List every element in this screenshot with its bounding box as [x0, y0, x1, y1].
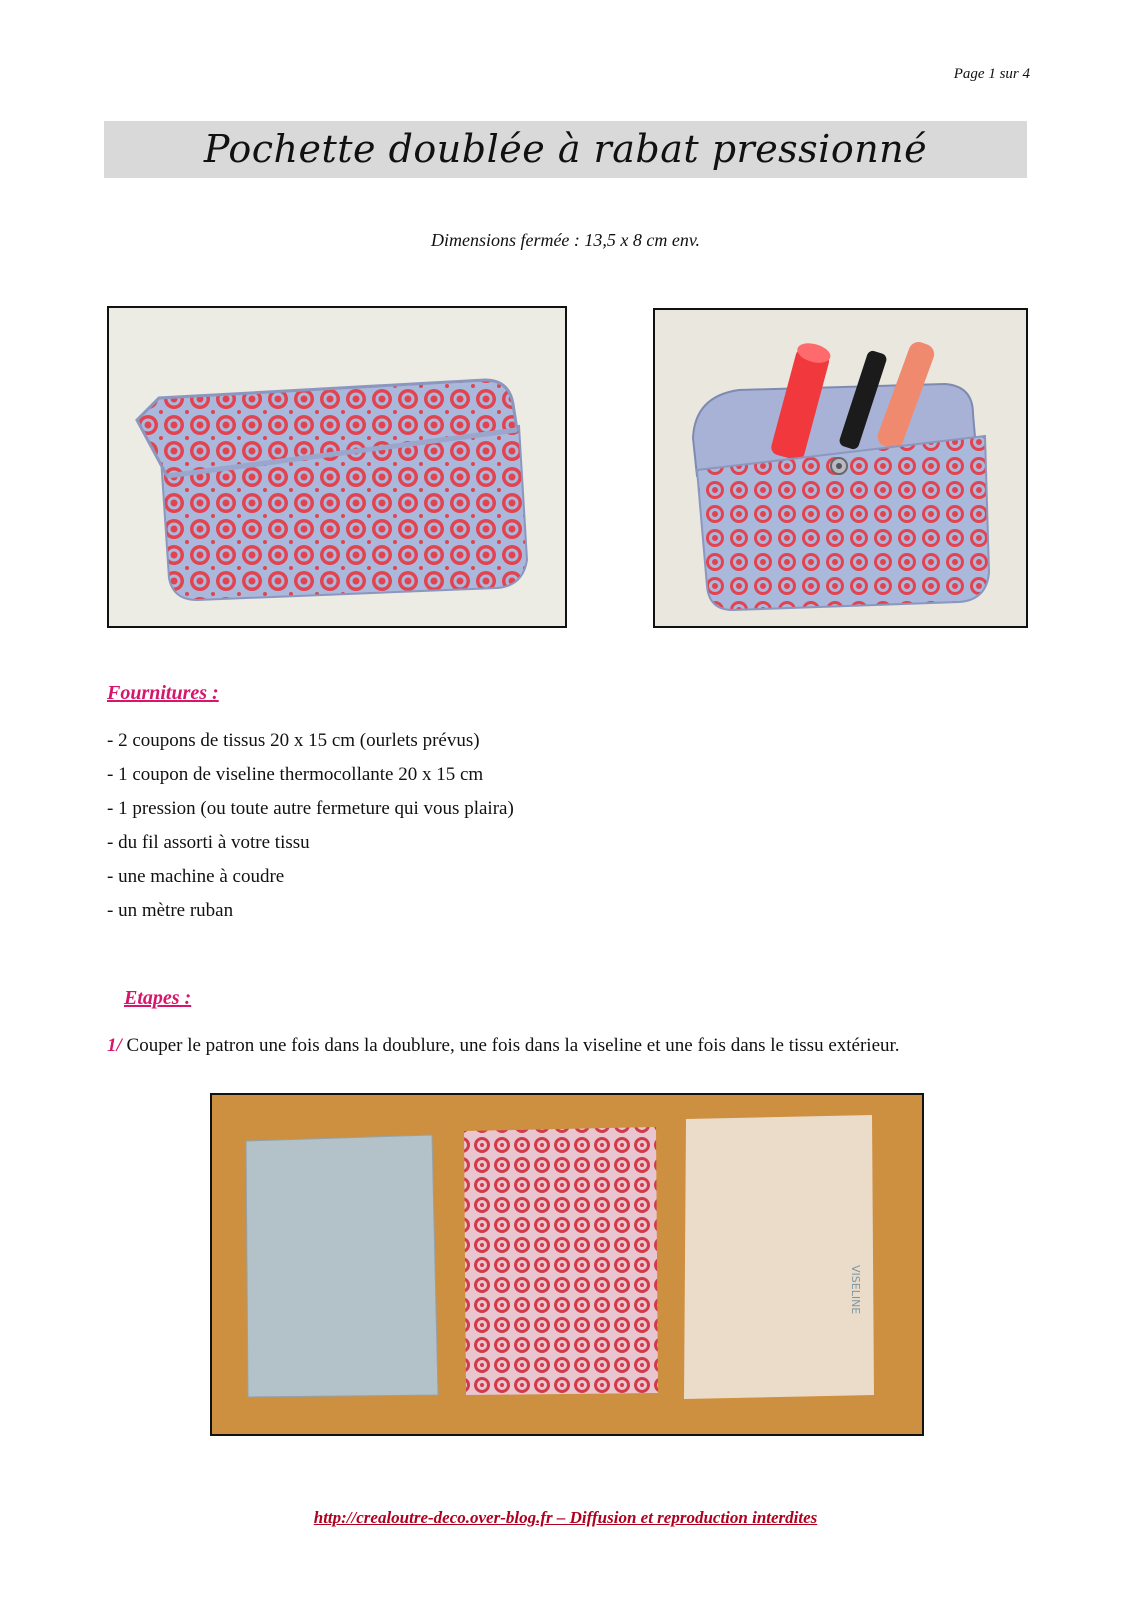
list-item: - un mètre ruban: [107, 900, 234, 921]
list-item: - 1 coupon de viseline thermocollante 20 x 15 cm: [107, 764, 484, 785]
open-pouch-photo: [653, 308, 1028, 628]
list-item: - du fil assorti à votre tissu: [107, 832, 310, 853]
closed-pouch-photo: [107, 306, 567, 628]
step-1: [107, 1035, 900, 1057]
supplies-list: [107, 724, 514, 928]
cut-fabrics-photo: [210, 1093, 924, 1436]
list-item: - une machine à coudre: [107, 866, 285, 887]
footer-link[interactable]: http://crealoutre-deco.over-blog.fr – Diffusion et reproduction interdites: [313, 1508, 818, 1527]
interfacing-print: VISELINE: [849, 1265, 862, 1315]
supplies-heading: Fournitures :: [107, 682, 219, 704]
dimensions-text: Dimensions fermée : 13,5 x 8 cm env.: [430, 230, 701, 250]
steps-heading: Etapes :: [124, 987, 192, 1009]
step-number: 1/: [107, 1035, 122, 1056]
step-text: Couper le patron une fois dans la doublure, une fois dans la viseline et une fois dans le tissu extérieur.: [121, 1035, 900, 1056]
list-item: - 2 coupons de tissus 20 x 15 cm (ourlets prévus): [107, 730, 480, 751]
page-title: Pochette doublée à rabat pressionné: [203, 127, 928, 171]
list-item: - 1 pression (ou toute autre fermeture qui vous plaira): [107, 798, 514, 819]
page-number: Page 1 sur 4: [953, 66, 1030, 82]
